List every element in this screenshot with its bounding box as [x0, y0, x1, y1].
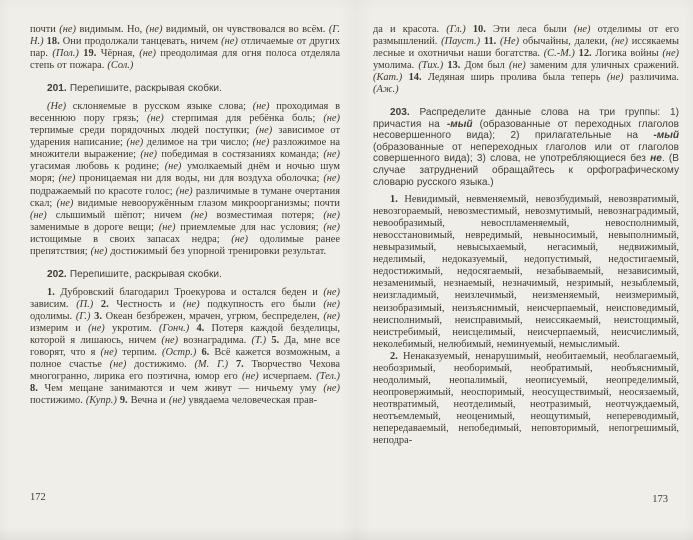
text-run: (не) — [145, 24, 163, 35]
text-run: (не) — [606, 72, 624, 84]
text-run: видимым. Но, — [75, 24, 146, 35]
text-run: склоняемые в русском языке слова; — [66, 101, 253, 113]
text-run: подражаемый по красоте голос; — [30, 185, 176, 197]
text-run: различимые в тумане очертания скал; — [30, 185, 340, 209]
text-run: заменим для уличных сражений. — [525, 60, 679, 72]
paragraph-instruction — [373, 107, 679, 188]
text-run: 9. — [119, 395, 128, 407]
text-run: (Пауст.) — [441, 36, 481, 48]
text-run: -мый — [446, 118, 473, 130]
text-run: 10. — [472, 24, 486, 35]
text-run: Ледяная ширь пролива была теперь — [421, 72, 607, 84]
text-run: 201. — [47, 83, 67, 95]
text-run: одолимые ранее препятствия; — [30, 233, 340, 257]
text-run: Потеря каждой безделицы, которой я лишаюсь, ничем — [30, 322, 341, 346]
text-run: не — [650, 153, 662, 165]
text-run: приемлемые для нас условия; — [175, 221, 324, 233]
text-run: (не) — [323, 286, 340, 298]
paragraph-exercise-heading — [30, 83, 340, 95]
text-run: 11. — [483, 36, 497, 48]
text-run — [466, 24, 473, 35]
text-run: проницаемая ни для воды, ни для воздуха оболочка; — [75, 173, 324, 185]
text-run: отделимы от его размышлений. — [373, 24, 679, 48]
text-run: (не) — [255, 125, 273, 137]
text-run: обычайны, далеки, — [519, 36, 612, 48]
text-run: зависимое от ударения написание; — [30, 125, 340, 149]
text-run: исчерпаем. — [258, 371, 317, 383]
text-run: 12. — [578, 48, 592, 60]
paragraph-exercise-heading — [30, 269, 340, 281]
text-run: угасимая любовь к родине; — [30, 161, 165, 173]
text-run: терпим. — [117, 347, 162, 359]
text-run: (не) — [252, 101, 270, 113]
text-run: отличаемые от других пар. — [30, 36, 341, 60]
text-run: да и красота. — [373, 24, 447, 35]
text-run — [228, 359, 236, 370]
text-run: 1. — [47, 286, 55, 298]
text-run: (Не) — [500, 36, 520, 48]
text-run: (Г. Н.) — [30, 24, 341, 48]
text-run: иссякаемы лесные и охотничьи наши богатства. — [373, 36, 679, 60]
text-run: (не) — [175, 185, 193, 197]
text-run: увядаема человеческая прав- — [185, 395, 318, 407]
text-run: 4. — [196, 322, 205, 334]
text-run: (Кат.) — [373, 72, 403, 84]
text-run: терпимые среди порядочных людей поступки; — [30, 125, 256, 137]
text-run: (не) — [241, 371, 259, 383]
text-run: (не) — [161, 334, 179, 346]
paragraph-continuation — [373, 24, 679, 96]
text-run: (не) — [30, 209, 47, 221]
text-run: Эти леса были — [485, 24, 574, 35]
text-run: видимый, он чувствовался во всём. — [162, 24, 329, 35]
text-run: Вечна и — [127, 395, 169, 407]
text-run: (Сол.) — [107, 60, 134, 72]
text-run: Дубровский благодарил Троекурова и остался беден и — [54, 286, 324, 298]
text-run: Распределите данные слова на три группы: 1) причастия на — [373, 107, 679, 130]
text-run: (Г.) — [75, 310, 91, 322]
text-run: (Гл.) — [446, 24, 466, 35]
text-run: (не) — [58, 173, 76, 185]
text-run: (не) — [662, 48, 680, 60]
text-run: (М. Г.) — [194, 359, 229, 371]
text-run: 8. — [30, 383, 38, 395]
text-run: 19. — [83, 48, 97, 60]
text-run: . (В случае затруднений обращайтесь к орфографическому словарю русского языка.) — [373, 153, 679, 188]
text-run: (не) — [221, 36, 238, 48]
text-run: (не) — [182, 298, 200, 310]
text-run: 14. — [408, 72, 422, 84]
text-run: (не) — [323, 298, 340, 310]
text-run: (Аж.) — [373, 84, 399, 96]
text-run: 13. — [447, 60, 461, 72]
text-run: (не) — [109, 359, 127, 371]
text-run: (не) — [611, 36, 628, 48]
text-run: (не) — [90, 245, 108, 257]
text-run: (Тих.) — [418, 60, 444, 72]
text-run: Перепишите, раскрывая скобки. — [66, 83, 222, 95]
text-run: 18. — [46, 36, 60, 48]
paragraph-list — [373, 194, 679, 351]
text-run: различима. — [623, 72, 680, 84]
paragraph-exercise-body — [30, 101, 340, 258]
text-run: истощимые в своих запасах недра; — [30, 233, 232, 245]
text-run: (Гонч.) — [159, 322, 190, 334]
text-run: (Купр.) — [85, 395, 117, 407]
text-run: 6. — [201, 347, 210, 359]
text-run: видимые невооружённым глазом микроорганизмы; почти — [73, 197, 340, 209]
text-run — [93, 299, 101, 310]
text-run: (не) — [164, 161, 182, 173]
text-run: (не) — [323, 173, 340, 185]
text-run: проходимая в весеннюю пору грязь; — [30, 101, 341, 125]
text-run: (не) — [158, 221, 176, 233]
text-run: Всё кажется возможным, а полное счастье — [30, 347, 340, 371]
text-run: Чем мещане занимаются и чем живут — ничьему уму — [37, 383, 324, 395]
text-run: умолкаемый днём и ночью шум моря; — [30, 161, 340, 185]
text-run: (не) — [323, 149, 340, 161]
text-run: (не) — [59, 24, 76, 35]
text-run: Дом был — [460, 60, 509, 72]
text-run: слышимый шёпот; ничем — [46, 209, 191, 221]
text-run: (не) — [126, 137, 144, 149]
text-run: Честность и — [108, 298, 183, 310]
text-run: -мый — [653, 130, 679, 142]
text-run: (не) — [323, 209, 340, 221]
page-left-text-block — [30, 24, 340, 407]
text-run: (не) — [190, 209, 208, 221]
text-run: (не) — [508, 60, 526, 72]
text-run: (не) — [146, 113, 164, 125]
text-run: (не) — [139, 48, 156, 60]
text-run: 2. — [390, 350, 398, 362]
text-run: делимое на три число; — [143, 137, 253, 149]
text-run: 2. — [100, 298, 109, 310]
text-run: Невидимый, невменяемый, невозбудимый, невозвратимый, невозгораемый, невозместимый, невозмутимый, невознаградимый, невообразимый, невоспламеняемый, невосполнимый, невосстановимый, невредимый, невыносимый, невыполнимый, невыразимый, невысыхаемый, негасимый, недвижимый, неделимый, недоказуемый, недопустимый, недостигаемый, недостижимый, недосягаемый, незабываемый, независимый, незаменимый, незнаемый, незначимый, незримый, незыблемый, неизгладимый, неизлечимый, неизменяемый, неизмеримый, неизобразимый, неизъяснимый, неисчерпаемый, неисповедимый, неисполнимый, неисправимый, неиссякаемый, неистощимый, неистребимый, неисцелимый, неисчерпаемый, неисчислимый, неколебимый, нелюбимый, неминуемый, немыслимый. — [373, 194, 679, 350]
page-right-text-block — [373, 24, 679, 447]
text-run: (Остр.) — [161, 347, 197, 359]
text-run: (не) — [323, 310, 340, 322]
text-run: заменимые в дороге вещи; — [30, 221, 159, 233]
page-number-right: 173 — [652, 494, 668, 505]
page-number-left: 172 — [30, 492, 46, 503]
paragraph-list — [373, 351, 679, 447]
paragraph-continuation — [30, 24, 340, 72]
text-run: Чёрная, — [96, 48, 140, 60]
text-run: одолимы. — [30, 310, 76, 322]
text-run: Ненаказуемый, ненарушимый, необитаемый, необлагаемый, необозримый, необоримый, необратимый, необъяснимый, неодолимый, неопалимый, неописуемый, неопределимый, неопровержимый, неоспоримый, неосуществимый, неосязаемый, неотвратимый, неотделимый, неотразимый, неотчуждаемый, неотъемлемый, неоценимый, неощутимый, непереводимый, непередаваемый, непобедимый, неповторимый, непогрешимый, неподра- — [373, 350, 679, 447]
text-run: почти — [30, 24, 60, 35]
text-run: достижимый без упорной тренировки результат. — [107, 245, 327, 257]
text-run: 1. — [390, 194, 398, 206]
text-run: (Т.) — [251, 334, 267, 346]
text-run: (образованные от непереходных глаголов или от глаголов совершенного вида); 3) слова, не употребляющиеся без — [373, 141, 679, 165]
text-run: 203. — [390, 107, 410, 119]
text-run: (Тел.) — [316, 371, 341, 383]
text-run: Да, мне все говорят, что я — [30, 334, 340, 359]
text-run: 3. — [94, 310, 102, 322]
text-run: возместимая потеря; — [207, 209, 324, 221]
text-run: (не) — [168, 395, 186, 407]
text-run: (не) — [323, 113, 340, 125]
text-run: зависим. — [30, 298, 77, 310]
text-run: (С.-М.) — [543, 48, 575, 60]
text-run: 5. — [271, 334, 280, 346]
text-run: (П.) — [76, 298, 94, 310]
text-run: преодолимая для огня полоса отделяла степь от пожара. — [30, 48, 340, 72]
text-run: разложимое на множители выражение; — [30, 137, 340, 161]
text-run: Логика войны — [591, 48, 663, 60]
text-run: (не) — [88, 322, 105, 334]
text-run: укротим. — [104, 322, 160, 334]
text-run: измерим и — [30, 322, 89, 334]
text-run: (не) — [323, 383, 340, 395]
text-run: (не) — [323, 221, 340, 233]
text-run: достижимо. — [126, 359, 195, 371]
text-run: 7. — [235, 359, 244, 371]
text-run: (не) — [56, 197, 74, 209]
text-run: Они продолжали танцевать, ничем — [59, 36, 222, 48]
text-run: Перепишите, раскрывая скобки. — [66, 268, 222, 280]
text-run: (не) — [140, 149, 158, 161]
text-run: победимая в состязаниях команда; — [157, 149, 324, 161]
text-run: стерпимая для ребёнка боль; — [163, 113, 324, 125]
text-run: умолима. — [373, 60, 419, 72]
text-run: (Пол.) — [52, 48, 79, 60]
paragraph-exercise-body — [30, 287, 340, 407]
text-run: 202. — [47, 268, 67, 280]
text-run: (не) — [100, 347, 118, 359]
text-run: (не) — [573, 24, 591, 35]
text-run: (Не) — [47, 101, 67, 113]
text-run: Творчество Чехова многогранно, лирика его поэтична, юмор его — [30, 359, 340, 383]
text-run: вознаградима. — [178, 334, 252, 346]
text-run: (образованные от переходных глаголов несовершенного вида); 2) прилагательные на — [373, 118, 679, 142]
text-run: подкупность его были — [199, 298, 324, 310]
text-run: Океан безбрежен, мрачен, угрюм, беспределен, — [101, 310, 324, 322]
text-run: (не) — [231, 233, 248, 245]
text-run: постижимо. — [30, 395, 86, 407]
text-run: (не) — [252, 137, 270, 149]
